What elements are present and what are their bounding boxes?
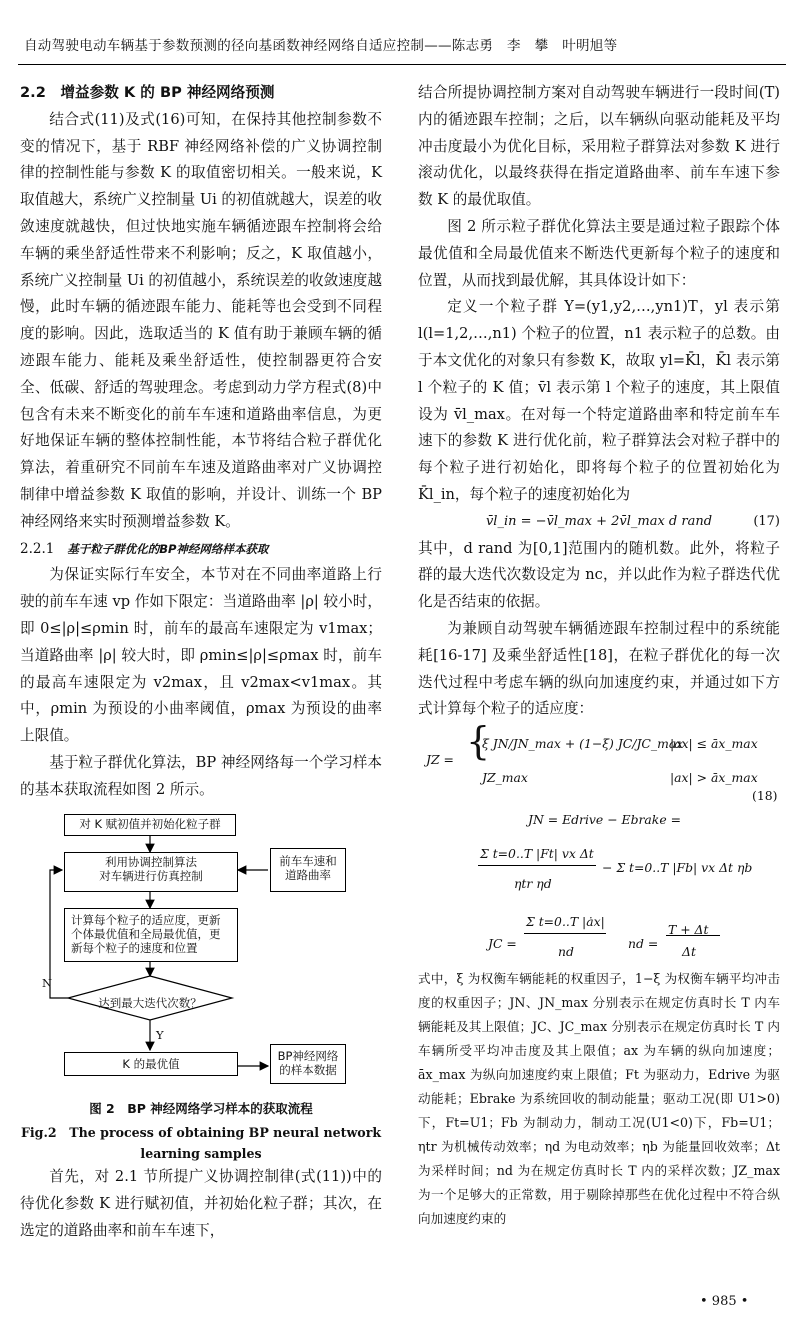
flow-yes-label: Y: [156, 1027, 164, 1042]
eq18-nd-den: Δt: [682, 944, 696, 960]
eq18-jc-num: Σ t=0..T |ȧx|: [526, 914, 605, 930]
subsection-title: 基于粒子群优化的BP神经网络样本获取: [67, 541, 269, 556]
eq18-jc-fraction-bar: [524, 933, 606, 934]
flow-box-simulate: [64, 852, 238, 892]
left-paragraph-4: 首先，对 2.1 节所提广义协调控制律(式(11))中的待优化参数 K 进行赋初值，并初始化粒子群；其次，在选定的道路曲率和前车车速下，: [20, 1168, 382, 1239]
eq18-nd-fraction-bar: [666, 935, 720, 936]
eq18-jn-tail: − Σ t=0..T |Fb| vx Δt ηb: [602, 860, 753, 876]
eq18-jn-fraction-bar: [478, 865, 596, 866]
right-paragraph-2: 图 2 所示粒子群优化算法主要是通过粒子跟踪个体最优值和全局最优值来不断迭代更新每个粒子的速度和位置，从而找到最优解，其具体设计如下：: [418, 217, 780, 289]
eq18-cond2: |ax| > āx_max: [670, 770, 758, 786]
left-paragraph-1: 结合式(11)及式(16)可知，在保持其他控制参数不变的情况下，基于 RBF 神经网络补偿的广义协调控制律的控制性能与参数 K 的取值密切相关。一般来说，K 取值越大，系统广义控制量 Ui 的初值就越大，误差的收敛速度就越快，但过快地实施车辆循迹跟车控制将会给车辆的乘坐舒适性带来不利影响；反之，K 取值越小，系统广义控制量 Ui 的初值越小，系统误差的收敛速度越慢，此时车辆的循迹跟车能力、能耗等也会受到不同程度的影响。因此，选取适当的 K 值有助于兼顾车辆的循迹跟车能力、能耗及乘坐舒适性，使控制器更符合安全、低碳、舒适的驾驶理念。考虑到动力学方程式(8)中包含有未来不断变化的前车车速和道路曲率信息，为更好地保证车辆的整体控制性能，本节将结合粒子群优化算法，着重研究不同前车车速及道路曲率对广义协调控制律中增益参数 K 取值的影响，并设计、训练一个 BP 神经网络来实时预测增益参数 K。: [20, 110, 382, 530]
flow-box-simulate-line1: 利用协调控制算法: [105, 854, 197, 869]
right-paragraph-6: 式中，ξ 为权衡车辆能耗的权重因子，1−ξ 为权衡车辆平均冲击度的权重因子；JN、JN_max 分别表示在规定仿真时长 T 内车辆能耗及其上限值；JC、JC_max 分别表示在规定仿真时长 T 内车辆所受平均冲击度及其上限值；ax 为车辆的纵向加速度；āx_max 为纵向加速度约束上限值；Ft 为驱动力，Edrive 为驱动能耗；Ebrake 为系统回收的制动能量；驱动工况(即 U1>0)下，Ft=U1；Fb 为制动力，制动工况(U1<0)下，Fb=U1；ηtr 为机械传动效率；ηd 为电动效率；ηb 为能量回收效率；Δt 为采样时间；nd 为在规定仿真时长 T 内的采样次数；JZ_max 为一个足够大的正常数，用于剔除掉那些在优化过程中不符合纵向加速度约束的: [418, 971, 780, 1227]
flow-box-optimal-k: K 的最优值: [64, 1052, 238, 1076]
flow-box-simulate-line2: 对车辆进行仿真控制: [99, 868, 203, 883]
flow-diamond-label: 达到最大迭代次数？: [98, 995, 202, 1010]
right-paragraph-4: 其中，d rand 为[0,1]范围内的随机数。此外，将粒子群的最大迭代次数设定为 nc，并以此作为粒子群迭代优化是否结束的依据。: [418, 539, 780, 611]
right-paragraph-5: 为兼顾自动驾驶车辆循迹跟车控制过程中的系统能耗[16-17] 及乘坐舒适性[18]，在粒子群优化的每一次迭代过程中考虑车辆的纵向加速度约束，并通过如下方式计算每个粒子的适应度：: [418, 619, 780, 718]
eq18-number: (18): [752, 788, 778, 804]
flow-box-fitness: 计算每个粒子的适应度，更新个体最优值和全局最优值，更新每个粒子的速度和位置: [64, 908, 238, 962]
eq18-jc-lhs: JC =: [488, 936, 517, 952]
equation-17-number: (17): [753, 513, 780, 529]
header-rule: [18, 64, 786, 65]
figure-caption-cn: 图 2 BP 神经网络学习样本的获取流程: [89, 1100, 313, 1116]
eq18-nd-lhs: nd =: [628, 936, 659, 952]
eq18-cond1: |ax| ≤ āx_max: [670, 736, 758, 752]
section-heading: 2.2 增益参数 K 的 BP 神经网络预测: [20, 84, 275, 101]
eq18-jc-den: nd: [558, 944, 574, 960]
page-number: • 985 •: [700, 1294, 749, 1309]
left-paragraph-2: 为保证实际行车安全，本节对在不同曲率道路上行驶的前车车速 vp 作如下限定：当道路曲率 |ρ| 较小时，即 0≤|ρ|≤ρmin 时，前车的最高车速限定为 v1max；当道路曲率 |ρ| 较大时，即 ρmin≤|ρ|≤ρmax 时，前车的最高车速限定为 v2max，且 v2max<v1max。其中，ρmin 为预设的小曲率阈值，ρmax 为预设的曲率上限值。: [20, 566, 382, 745]
right-paragraph-1: 结合所提协调控制方案对自动驾驶车辆进行一段时间(T)内的循迹跟车控制；之后，以车辆纵向驱动能耗及平均冲击度最小为优化目标，采用粒子群算法对参数 K 进行滚动优化，以最终获得在指定道路曲率、前车车速下参数 K 的最优取值。: [418, 84, 780, 209]
eq18-jn: JN = Edrive − Ebrake =: [528, 812, 681, 828]
eq18-jn-den: ηtr ηd: [514, 876, 552, 892]
eq18-brace: {: [466, 719, 491, 764]
eq18-case1: ξ JN/JN_max + (1−ξ) JC/JC_max: [482, 736, 684, 752]
flow-no-label: N: [42, 975, 53, 990]
eq18-nd-num: T + Δt: [668, 922, 709, 938]
right-column: [418, 80, 780, 1231]
left-column: [20, 80, 382, 1245]
equation-17-body: v̄l_in = −v̄l_max + 2v̄l_max d rand: [485, 513, 713, 529]
flow-box-inputs: 前车车速和道路曲率: [270, 848, 346, 892]
figure-caption-en-1: Fig.2 The process of obtaining BP neural network: [20, 1125, 382, 1141]
eq18-jn-num: Σ t=0..T |Ft| vx Δt: [480, 846, 594, 862]
figure-caption-en-2: learning samples: [140, 1146, 262, 1162]
right-paragraph-3: 定义一个粒子群 Y=(y1,y2,…,yn1)T，yl 表示第 l(l=1,2,…,n1) 个粒子的位置，n1 表示粒子的总数。由于本文优化的对象只有参数 K，故取 yl=K̄l，K̄l 表示第 l 个粒子的 K 值；v̄l 表示第 l 个粒子的速度，其上限值设为 v̄l_max。在对每一个特定道路曲率和特定前车车速下的参数 K 进行优化前，粒子群算法会对粒子群中的每个粒子进行初始化，即将每个粒子的位置初始化为 K̄l_in，每个粒子的速度初始化为: [418, 298, 780, 503]
left-paragraph-3: 基于粒子群优化算法，BP 神经网络每一个学习样本的基本获取流程如图 2 所示。: [20, 753, 382, 798]
subsection-heading: [20, 536, 382, 563]
flow-box-samples: BP神经网络的样本数据: [270, 1044, 346, 1084]
equation-17: [418, 509, 780, 536]
running-header: 自动驾驶电动车辆基于参数预测的径向基函数神经网络自适应控制——陈志勇 李 攀 叶明旭等: [24, 38, 618, 54]
subsection-number: 2.2.1: [20, 540, 55, 557]
eq18-case2: JZ_max: [482, 770, 528, 786]
flow-box-init: 对 K 赋初值并初始化粒子群: [64, 814, 236, 836]
equation-18: [418, 719, 780, 993]
flowchart-figure-2: [20, 810, 382, 1150]
eq18-jz: JZ =: [426, 752, 454, 768]
